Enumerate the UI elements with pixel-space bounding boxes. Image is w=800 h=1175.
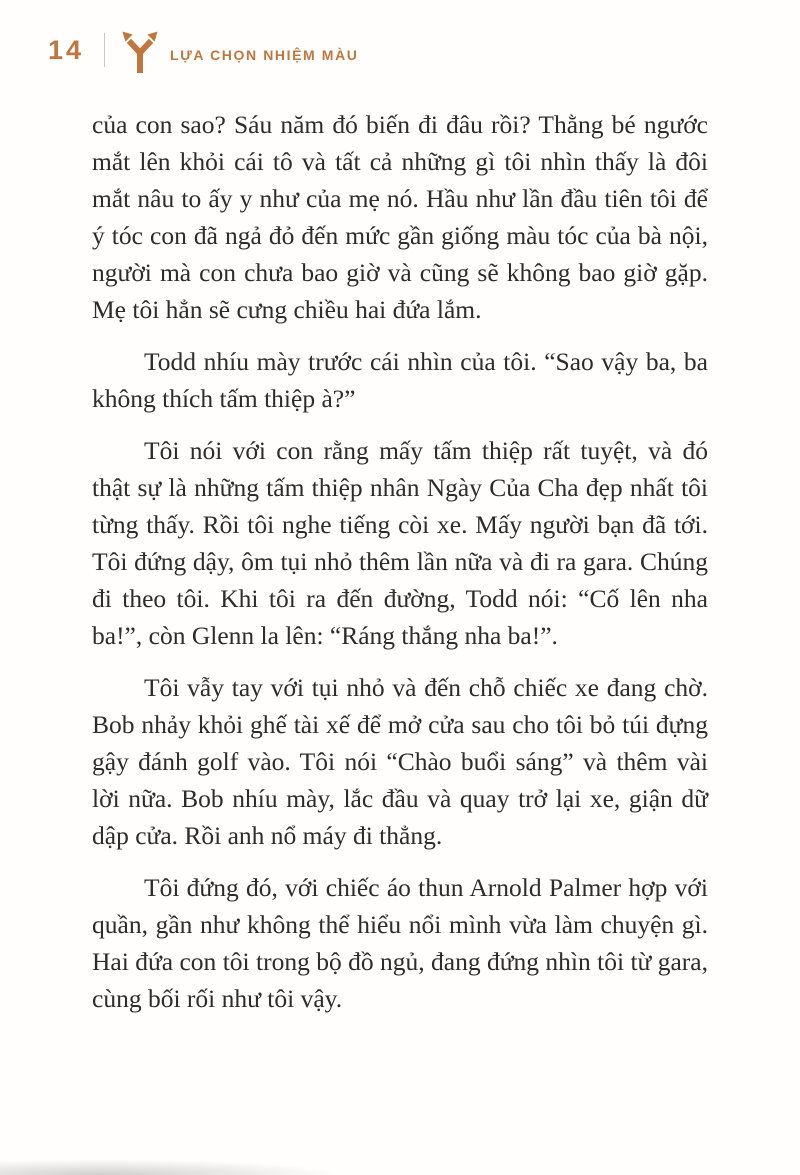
paragraph-4: Tôi vẫy tay với tụi nhỏ và đến chỗ chiếc xe đang chờ. Bob nhảy khỏi ghế tài xế để mở cửa sau cho tôi bỏ túi đựng gậy đánh golf vào. Tôi nói “Chào buổi sáng” và thêm vài lời nữa. Bob nhíu mày, lắc đầu và quay trở lại xe, giận dữ dập cửa. Rồi anh nổ máy đi thẳng. [92, 673, 708, 850]
page-body [92, 106, 708, 1032]
header-divider [104, 33, 105, 67]
paragraph-1: của con sao? Sáu năm đó biến đi đâu rồi? Thằng bé ngước mắt lên khỏi cái tô và tất cả những gì tôi nhìn thấy là đôi mắt nâu to ấy y như của mẹ nó. Hầu như lần đầu tiên tôi để ý tóc con đã ngả đỏ đến mức gần giống màu tóc của bà nội, người mà con chưa bao giờ và cũng sẽ không bao giờ gặp. Mẹ tôi hẳn sẽ cưng chiều hai đứa lắm. [92, 110, 708, 324]
page-edge-shadow [0, 1159, 340, 1175]
page-number: 14 [48, 34, 85, 65]
paragraph-2: Todd nhíu mày trước cái nhìn của tôi. “Sao vậy ba, ba không thích tấm thiệp à?” [92, 347, 708, 413]
paragraph-3: Tôi nói với con rằng mấy tấm thiệp rất tuyệt, và đó thật sự là những tấm thiệp nhân Ngày Của Cha đẹp nhất tôi từng thấy. Rồi tôi nghe tiếng còi xe. Mấy người bạn đã tới. Tôi đứng dậy, ôm tụi nhỏ thêm lần nữa và đi ra gara. Chúng đi theo tôi. Khi tôi ra đến đường, Todd nói: “Cố lên nha ba!”, còn Glenn la lên: “Ráng thắng nha ba!”. [92, 436, 708, 650]
paragraph-5: Tôi đứng đó, với chiếc áo thun Arnold Palmer hợp với quần, gần như không thể hiểu nổi mình vừa làm chuyện gì. Hai đứa con tôi trong bộ đồ ngủ, đang đứng nhìn tôi từ gara, cùng bối rối như tôi vậy. [92, 873, 708, 1013]
book-title: LỰA CHỌN NHIỆM MÀU [170, 47, 359, 63]
page-header [48, 20, 359, 80]
forked-path-arrows-icon [117, 25, 163, 75]
